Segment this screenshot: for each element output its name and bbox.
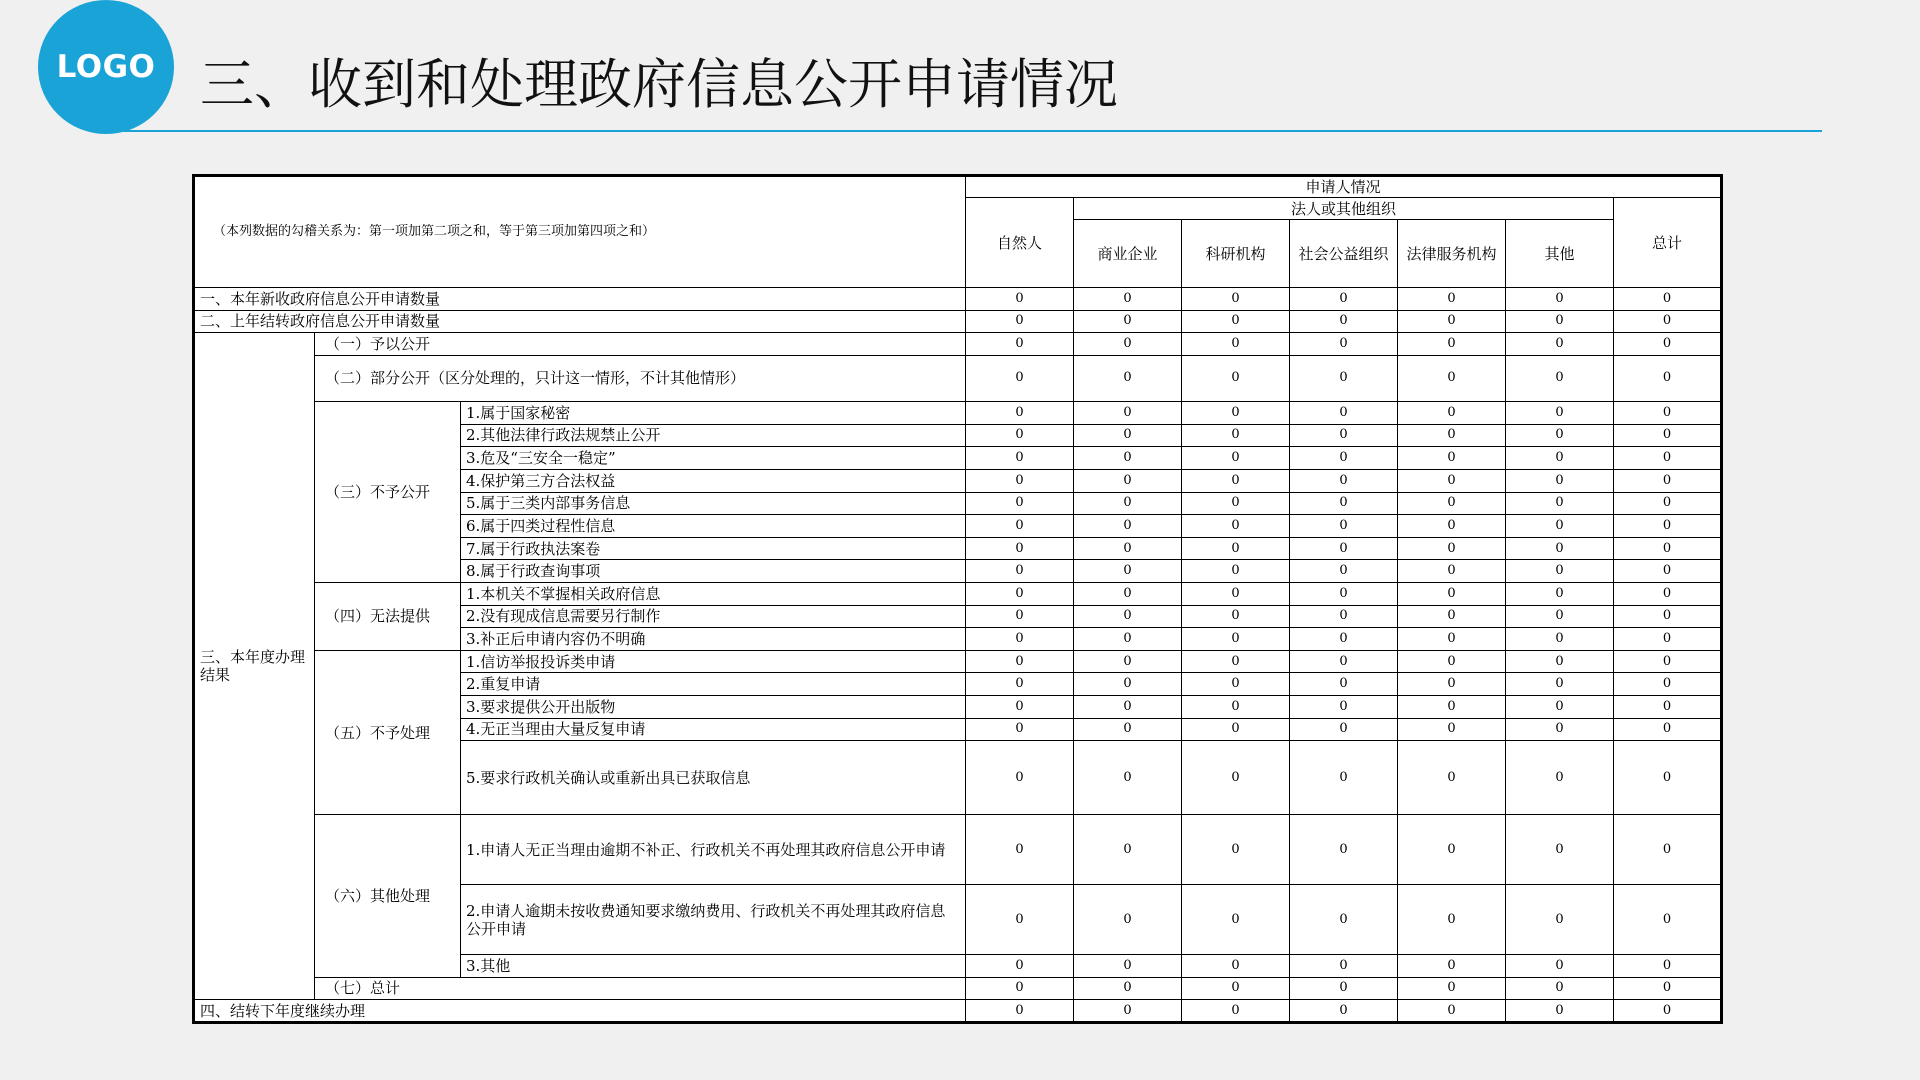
cell-value: 0 [1506, 355, 1614, 401]
cell-value: 0 [966, 560, 1074, 583]
cell-value: 0 [1074, 560, 1182, 583]
cell-value: 0 [1182, 469, 1290, 492]
table-row [194, 310, 1722, 333]
row-label: （二）部分公开（区分处理的，只计这一情形，不计其他情形） [315, 355, 966, 401]
cell-value: 0 [1074, 977, 1182, 1000]
cell-value: 0 [1506, 885, 1614, 955]
cell-value: 0 [1614, 560, 1722, 583]
cell-value: 0 [1074, 696, 1182, 719]
cell-value: 0 [966, 718, 1074, 741]
table-row [194, 582, 1722, 605]
cell-value: 0 [1398, 424, 1506, 447]
cell-value: 0 [1614, 469, 1722, 492]
cell-value: 0 [1614, 605, 1722, 628]
cell-value: 0 [1182, 560, 1290, 583]
header-other: 其他 [1506, 220, 1614, 288]
header-commercial: 商业企业 [1074, 220, 1182, 288]
cell-value: 0 [1614, 515, 1722, 538]
cell-value: 0 [1398, 815, 1506, 885]
cell-value: 0 [1614, 355, 1722, 401]
cell-value: 0 [1182, 515, 1290, 538]
cell-value: 0 [1614, 424, 1722, 447]
cell-value: 0 [1398, 605, 1506, 628]
cell-value: 0 [1074, 537, 1182, 560]
cell-value: 0 [1074, 628, 1182, 651]
cell-value: 0 [1182, 1000, 1290, 1023]
cell-value: 0 [1074, 515, 1182, 538]
cell-value: 0 [1074, 741, 1182, 815]
cell-value: 0 [1182, 582, 1290, 605]
cell-value: 0 [1182, 492, 1290, 515]
row-label: 2.没有现成信息需要另行制作 [461, 605, 966, 628]
header-total: 总计 [1614, 198, 1722, 288]
cell-value: 0 [966, 650, 1074, 673]
cell-value: 0 [1398, 955, 1506, 978]
row-label: 2.申请人逾期未按收费通知要求缴纳费用、行政机关不再处理其政府信息公开申请 [461, 885, 966, 955]
cell-value: 0 [1290, 718, 1398, 741]
row-label: 4.保护第三方合法权益 [461, 469, 966, 492]
cell-value: 0 [1290, 424, 1398, 447]
cell-value: 0 [1182, 673, 1290, 696]
group-cannot-provide: （四）无法提供 [315, 582, 461, 650]
cell-value: 0 [1074, 885, 1182, 955]
cell-value: 0 [1074, 815, 1182, 885]
cell-value: 0 [966, 492, 1074, 515]
row-label: （一）予以公开 [315, 333, 966, 356]
header-research: 科研机构 [1182, 220, 1290, 288]
cell-value: 0 [1398, 718, 1506, 741]
cell-value: 0 [1398, 560, 1506, 583]
cell-value: 0 [1506, 628, 1614, 651]
row-label: 3.其他 [461, 955, 966, 978]
cell-value: 0 [1398, 628, 1506, 651]
group-no-disclose: （三）不予公开 [315, 402, 461, 583]
cell-value: 0 [1398, 492, 1506, 515]
cell-value: 0 [1398, 469, 1506, 492]
cell-value: 0 [1398, 650, 1506, 673]
row-label: 1.本机关不掌握相关政府信息 [461, 582, 966, 605]
cell-value: 0 [966, 310, 1074, 333]
cell-value: 0 [1506, 650, 1614, 673]
cell-value: 0 [1614, 696, 1722, 719]
cell-value: 0 [1290, 333, 1398, 356]
cell-value: 0 [1074, 605, 1182, 628]
cell-value: 0 [966, 628, 1074, 651]
title-divider [120, 130, 1822, 132]
cell-value: 0 [1182, 355, 1290, 401]
cell-value: 0 [1614, 402, 1722, 425]
cell-value: 0 [966, 333, 1074, 356]
cell-value: 0 [966, 402, 1074, 425]
cell-value: 0 [1506, 560, 1614, 583]
cell-value: 0 [1398, 310, 1506, 333]
cell-value: 0 [1182, 537, 1290, 560]
row-label: （七）总计 [315, 977, 966, 1000]
cell-value: 0 [1290, 310, 1398, 333]
cell-value: 0 [966, 1000, 1074, 1023]
table-row [194, 333, 1722, 356]
cell-value: 0 [1290, 537, 1398, 560]
logo-text: LOGO [56, 49, 156, 85]
cell-value: 0 [1074, 1000, 1182, 1023]
cell-value: 0 [966, 673, 1074, 696]
cell-value: 0 [966, 288, 1074, 311]
cell-value: 0 [1290, 696, 1398, 719]
cell-value: 0 [1398, 977, 1506, 1000]
cell-value: 0 [966, 537, 1074, 560]
cell-value: 0 [1398, 402, 1506, 425]
cell-value: 0 [1398, 355, 1506, 401]
cell-value: 0 [1506, 977, 1614, 1000]
cell-value: 0 [1506, 582, 1614, 605]
cell-value: 0 [1506, 696, 1614, 719]
row-label: 5.要求行政机关确认或重新出具已获取信息 [461, 741, 966, 815]
row-label: 8.属于行政查询事项 [461, 560, 966, 583]
group-section3: 三、本年度办理结果 [194, 333, 315, 1000]
group-other-process: （六）其他处理 [315, 815, 461, 977]
table-row [194, 355, 1722, 401]
cell-value: 0 [1182, 333, 1290, 356]
cell-value: 0 [1290, 955, 1398, 978]
cell-value: 0 [1614, 650, 1722, 673]
row-label: 3.补正后申请内容仍不明确 [461, 628, 966, 651]
cell-value: 0 [1398, 447, 1506, 470]
cell-value: 0 [1506, 333, 1614, 356]
row-label: 一、本年新收政府信息公开申请数量 [194, 288, 966, 311]
cell-value: 0 [1614, 628, 1722, 651]
header-applicant: 申请人情况 [966, 176, 1722, 198]
cell-value: 0 [1290, 560, 1398, 583]
cell-value: 0 [1614, 955, 1722, 978]
cell-value: 0 [966, 424, 1074, 447]
row-label: 4.无正当理由大量反复申请 [461, 718, 966, 741]
cell-value: 0 [1290, 1000, 1398, 1023]
cell-value: 0 [1290, 673, 1398, 696]
table-row [194, 815, 1722, 885]
cell-value: 0 [1614, 288, 1722, 311]
cell-value: 0 [1506, 605, 1614, 628]
cell-value: 0 [1614, 885, 1722, 955]
cell-value: 0 [1182, 741, 1290, 815]
table-container [192, 174, 1720, 1024]
cell-value: 0 [1614, 718, 1722, 741]
cell-value: 0 [1182, 955, 1290, 978]
cell-value: 0 [1506, 492, 1614, 515]
cell-value: 0 [1506, 469, 1614, 492]
cell-value: 0 [1290, 469, 1398, 492]
cell-value: 0 [1398, 333, 1506, 356]
cell-value: 0 [1506, 815, 1614, 885]
cell-value: 0 [966, 515, 1074, 538]
cell-value: 0 [966, 955, 1074, 978]
cell-value: 0 [1614, 582, 1722, 605]
row-label: 5.属于三类内部事务信息 [461, 492, 966, 515]
cell-value: 0 [1290, 741, 1398, 815]
cell-value: 0 [1182, 605, 1290, 628]
cell-value: 0 [1182, 628, 1290, 651]
cell-value: 0 [1506, 718, 1614, 741]
cell-value: 0 [1182, 885, 1290, 955]
cell-value: 0 [1506, 402, 1614, 425]
cell-value: 0 [1506, 537, 1614, 560]
cell-value: 0 [1290, 815, 1398, 885]
cell-value: 0 [1614, 977, 1722, 1000]
cell-value: 0 [1506, 515, 1614, 538]
logo [38, 0, 174, 134]
cell-value: 0 [1182, 815, 1290, 885]
cell-value: 0 [1614, 1000, 1722, 1023]
cell-value: 0 [1074, 288, 1182, 311]
cell-value: 0 [1074, 955, 1182, 978]
cell-value: 0 [1398, 673, 1506, 696]
cell-value: 0 [1398, 885, 1506, 955]
cell-value: 0 [1182, 310, 1290, 333]
cell-value: 0 [1506, 288, 1614, 311]
cell-value: 0 [1290, 605, 1398, 628]
cell-value: 0 [966, 977, 1074, 1000]
cell-value: 0 [1290, 402, 1398, 425]
cell-value: 0 [1290, 650, 1398, 673]
row-label: 四、结转下年度继续办理 [194, 1000, 966, 1023]
cell-value: 0 [1074, 402, 1182, 425]
table-row [194, 288, 1722, 311]
cell-value: 0 [966, 469, 1074, 492]
row-label: 二、上年结转政府信息公开申请数量 [194, 310, 966, 333]
cell-value: 0 [1074, 447, 1182, 470]
cell-value: 0 [1074, 424, 1182, 447]
cell-value: 0 [1182, 718, 1290, 741]
header-natural-person: 自然人 [966, 198, 1074, 288]
cell-value: 0 [1506, 424, 1614, 447]
cell-value: 0 [966, 885, 1074, 955]
cell-value: 0 [1290, 582, 1398, 605]
row-label: 2.其他法律行政法规禁止公开 [461, 424, 966, 447]
row-label: 1.申请人无正当理由逾期不补正、行政机关不再处理其政府信息公开申请 [461, 815, 966, 885]
header-social-welfare: 社会公益组织 [1290, 220, 1398, 288]
cell-value: 0 [1290, 515, 1398, 538]
row-label: 7.属于行政执法案卷 [461, 537, 966, 560]
cell-value: 0 [1074, 333, 1182, 356]
cell-value: 0 [1290, 977, 1398, 1000]
cell-value: 0 [1614, 333, 1722, 356]
cell-value: 0 [1290, 628, 1398, 651]
cell-value: 0 [1182, 696, 1290, 719]
row-label: 1.属于国家秘密 [461, 402, 966, 425]
cell-value: 0 [1182, 424, 1290, 447]
cell-value: 0 [1074, 469, 1182, 492]
cell-value: 0 [1506, 310, 1614, 333]
cell-value: 0 [1074, 718, 1182, 741]
cell-value: 0 [966, 605, 1074, 628]
cell-value: 0 [1614, 492, 1722, 515]
cell-value: 0 [1290, 885, 1398, 955]
cell-value: 0 [1506, 447, 1614, 470]
cell-value: 0 [1506, 741, 1614, 815]
cell-value: 0 [1398, 741, 1506, 815]
cell-value: 0 [1290, 355, 1398, 401]
cell-value: 0 [1182, 447, 1290, 470]
cell-value: 0 [1614, 815, 1722, 885]
cell-value: 0 [1398, 696, 1506, 719]
cell-value: 0 [966, 696, 1074, 719]
page-title: 三、收到和处理政府信息公开申请情况 [200, 53, 1118, 116]
row-label: 1.信访举报投诉类申请 [461, 650, 966, 673]
row-label: 3.要求提供公开出版物 [461, 696, 966, 719]
header-legal-group: 法人或其他组织 [1074, 198, 1614, 220]
cell-value: 0 [1290, 447, 1398, 470]
table-row [194, 402, 1722, 425]
row-label: 3.危及“三安全一稳定” [461, 447, 966, 470]
cell-value: 0 [1398, 288, 1506, 311]
cell-value: 0 [1290, 492, 1398, 515]
cell-value: 0 [966, 815, 1074, 885]
cell-value: 0 [1614, 310, 1722, 333]
table-row [194, 650, 1722, 673]
row-label: 6.属于四类过程性信息 [461, 515, 966, 538]
table-row [194, 977, 1722, 1000]
header-legal-service: 法律服务机构 [1398, 220, 1506, 288]
cell-value: 0 [1506, 955, 1614, 978]
cell-value: 0 [1614, 673, 1722, 696]
table-note: （本列数据的勾稽关系为：第一项加第二项之和，等于第三项加第四项之和） [194, 176, 966, 288]
cell-value: 0 [1398, 537, 1506, 560]
cell-value: 0 [966, 447, 1074, 470]
cell-value: 0 [1074, 673, 1182, 696]
row-label: 2.重复申请 [461, 673, 966, 696]
cell-value: 0 [1182, 288, 1290, 311]
cell-value: 0 [1074, 310, 1182, 333]
cell-value: 0 [1074, 492, 1182, 515]
cell-value: 0 [966, 582, 1074, 605]
cell-value: 0 [1506, 1000, 1614, 1023]
cell-value: 0 [966, 355, 1074, 401]
cell-value: 0 [1182, 977, 1290, 1000]
disclosure-table [192, 174, 1723, 1024]
cell-value: 0 [1614, 741, 1722, 815]
cell-value: 0 [1290, 288, 1398, 311]
cell-value: 0 [1398, 1000, 1506, 1023]
cell-value: 0 [966, 741, 1074, 815]
cell-value: 0 [1074, 355, 1182, 401]
cell-value: 0 [1398, 515, 1506, 538]
cell-value: 0 [1398, 582, 1506, 605]
table-row [194, 1000, 1722, 1023]
cell-value: 0 [1182, 650, 1290, 673]
cell-value: 0 [1506, 673, 1614, 696]
cell-value: 0 [1614, 537, 1722, 560]
cell-value: 0 [1074, 582, 1182, 605]
cell-value: 0 [1614, 447, 1722, 470]
cell-value: 0 [1074, 650, 1182, 673]
group-not-process: （五）不予处理 [315, 650, 461, 814]
cell-value: 0 [1182, 402, 1290, 425]
